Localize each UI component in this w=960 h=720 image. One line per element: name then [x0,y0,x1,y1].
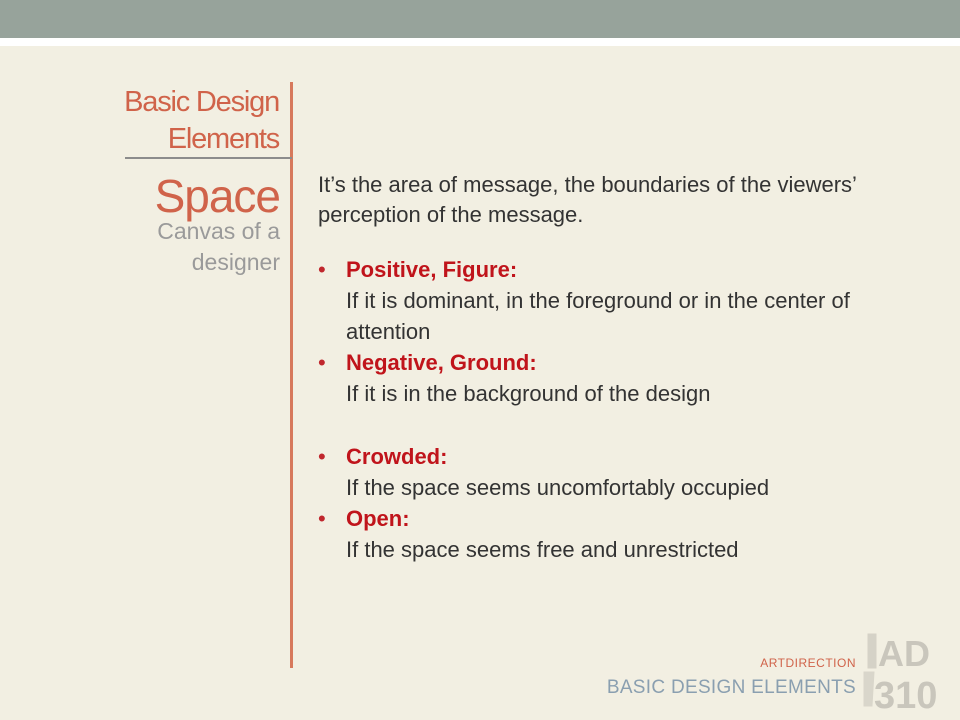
intro-text: It’s the area of message, the boundaries of the viewers’ perception of the message. [318,172,857,227]
bullet-item [318,254,898,347]
topic-title: Space [154,170,280,222]
ad310-logo-icon [862,628,944,714]
bullet-list [318,254,898,565]
bullet-item [318,347,898,409]
bullet-icon: • [318,444,326,469]
logo-text-bottom: 310 [874,675,938,714]
logo-text-top: AD [878,633,930,674]
bullet-heading: Crowded: [346,444,448,469]
bullet-body: If it is in the background of the design [346,381,711,406]
bullet-heading: Negative, Ground: [346,350,537,375]
bullet-icon: • [318,506,326,531]
bullet-item [318,441,898,503]
bullet-heading: Open: [346,506,410,531]
bullet-icon: • [318,257,326,282]
footer-title: BASIC DESIGN ELEMENTS [606,677,856,698]
bullet-body: If the space seems uncomfortably occupied [346,475,770,500]
section-title-line1: Basic Design [124,86,279,118]
top-bar [0,0,960,38]
topic-subtitle: Canvas of a designer [157,218,280,275]
bullet-body: If it is dominant, in the foreground or in the center of attention [346,288,850,344]
bullet-item [318,503,898,565]
vertical-divider [290,82,293,668]
bullet-body: If the space seems free and unrestricted [346,537,739,562]
bullet-icon: • [318,350,326,375]
section-title-line2: Elements [167,123,279,155]
bullet-heading: Positive, Figure: [346,257,518,282]
section-title [124,84,279,158]
footer-label: ARTDIRECTION [760,656,856,670]
